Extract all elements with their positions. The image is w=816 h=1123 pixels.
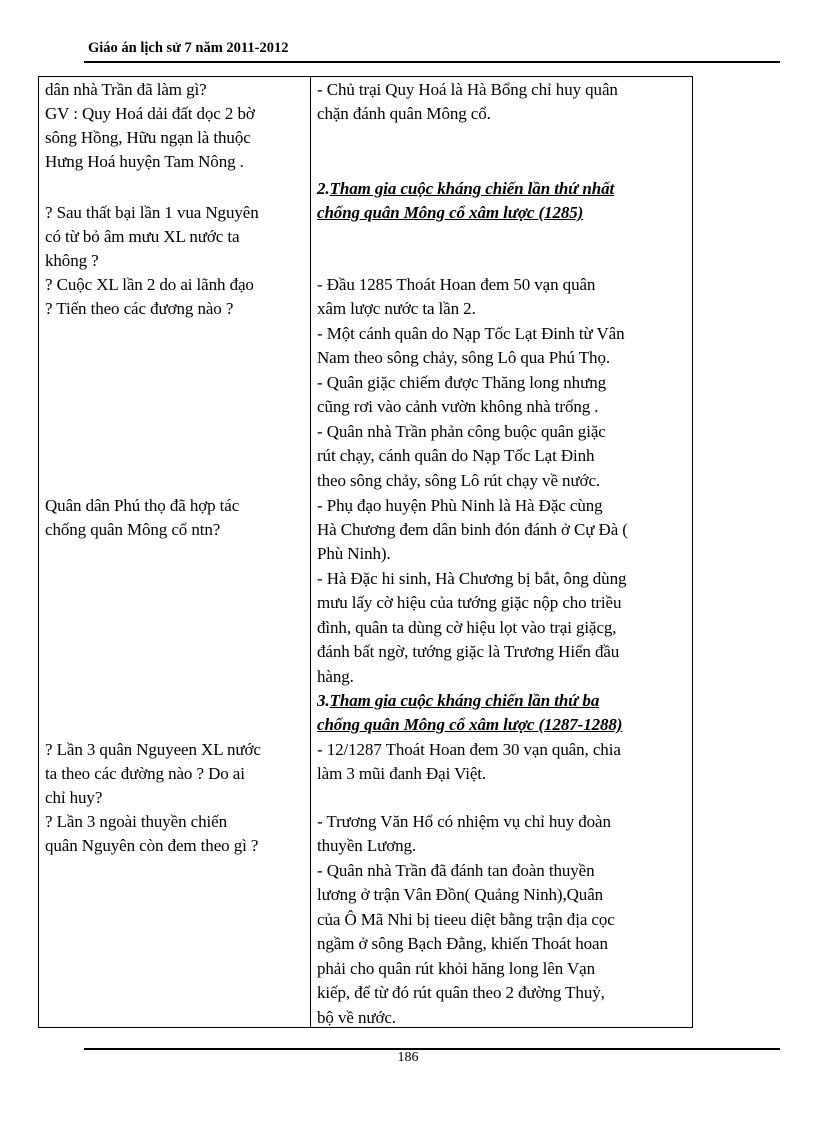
left-line: có từ bỏ âm mưu XL nước ta [45,227,240,246]
section-title-line1: Tham gia cuộc kháng chiến lần thứ ba [329,691,600,710]
left-line: ? Lần 3 quân Nguyeen XL nước [45,740,261,759]
right-line: Phù Ninh). [317,544,391,563]
right-line: - Một cánh quân do Nạp Tốc Lạt Đinh từ Vân [317,324,625,343]
left-line: quân Nguyên còn đem theo gì ? [45,836,259,855]
section-number: 3. [317,691,330,710]
section-heading-1 [317,178,614,200]
section-number: 2. [317,179,330,198]
left-line: ta theo các đường nào ? Do ai [45,764,245,783]
section-heading-2 [317,690,599,712]
section-heading-2-cont [317,714,622,736]
right-line: kiếp, để từ đó rút quân theo 2 đường Thuỷ, [317,983,605,1002]
left-line: ? Lần 3 ngoài thuyền chiến [45,812,227,831]
left-line: không ? [45,251,99,270]
header-rule [84,61,780,63]
right-line: Nam theo sông chảy, sông Lô qua Phú Thọ. [317,348,610,367]
section-title-line2: chống quân Mông cổ xâm lược (1287-1288) [317,715,623,734]
right-line: của Ô Mã Nhi bị tieeu diệt bằng trận địa cọc [317,910,615,929]
left-line: dân nhà Trần đã làm gì? [45,80,207,99]
right-line: đình, quân ta dùng cờ hiệu lọt vào trại giặcg, [317,618,617,637]
right-line: phải cho quân rút khỏi hăng long lên Vạn [317,959,596,978]
column-divider [310,77,311,1027]
left-line: ? Tiến theo các đương nào ? [45,299,234,318]
page-number: 186 [397,1050,419,1065]
right-line: hàng. [317,667,354,686]
left-line: ? Cuộc XL lần 2 do ai lãnh đạo [45,275,254,294]
right-line: Hà Chương đem dân binh đón đánh ở Cự Đà ( [317,520,628,539]
right-line: xâm lược nước ta lần 2. [317,299,476,318]
left-line: Quân dân Phú thọ đã hợp tác [45,496,240,515]
right-line: rút chạy, cánh quân do Nạp Tốc Lạt Đinh [317,446,595,465]
left-line: sông Hồng, Hữu ngạn là thuộc [45,128,251,147]
left-line: chỉ huy? [45,788,103,807]
left-line: ? Sau thất bại lần 1 vua Nguyên [45,203,259,222]
right-line: - Đầu 1285 Thoát Hoan đem 50 vạn quân [317,275,596,294]
right-line: mưu lấy cờ hiệu của tướng giặc nộp cho triều [317,593,622,612]
right-line: - Quân nhà Trần phản công buộc quân giặc [317,422,606,441]
right-line: chặn đánh quân Mông cổ. [317,104,491,123]
right-line: ngầm ở sông Bạch Đằng, khiến Thoát hoan [317,934,608,953]
left-line: GV : Quy Hoá dải đất dọc 2 bờ [45,104,255,123]
right-line: - 12/1287 Thoát Hoan đem 30 vạn quân, chia [317,740,621,759]
right-line: bộ về nước. [317,1008,396,1027]
right-line: - Hà Đặc hi sinh, Hà Chương bị bắt, ông dùng [317,569,627,588]
right-line: - Quân nhà Trần đã đánh tan đoàn thuyền [317,861,595,880]
section-title-line1: Tham gia cuộc kháng chiến lần thứ nhất [329,179,615,198]
section-heading-1-cont [317,202,583,224]
right-line: lương ở trận Vân Đồn( Quảng Ninh),Quân [317,885,604,904]
right-line: theo sông chảy, sông Lô rút chạy về nước. [317,471,601,490]
right-line: thuyền Lương. [317,836,417,855]
right-line: - Chủ trại Quy Hoá là Hà Bổng chỉ huy quân [317,80,618,99]
right-line: - Phụ đạo huyện Phù Ninh là Hà Đặc cùng [317,496,603,515]
right-line: - Trương Văn Hổ có nhiệm vụ chỉ huy đoàn [317,812,611,831]
left-line: Hưng Hoá huyện Tam Nông . [45,152,244,171]
left-line: chống quân Mông cổ ntn? [45,520,221,539]
page-header-title: Giáo án lịch sử 7 năm 2011-2012 [88,40,289,56]
content-table [38,76,693,1028]
right-line: làm 3 mũi đanh Đại Việt. [317,764,487,783]
right-line: - Quân giặc chiếm được Thăng long nhưng [317,373,606,392]
right-line: cũng rơi vào cảnh vườn không nhà trống . [317,397,599,416]
right-line: đánh bất ngờ, tướng giặc là Trương Hiển đầu [317,642,620,661]
section-title-line2: chống quân Mông cổ xâm lược (1285) [317,203,584,222]
